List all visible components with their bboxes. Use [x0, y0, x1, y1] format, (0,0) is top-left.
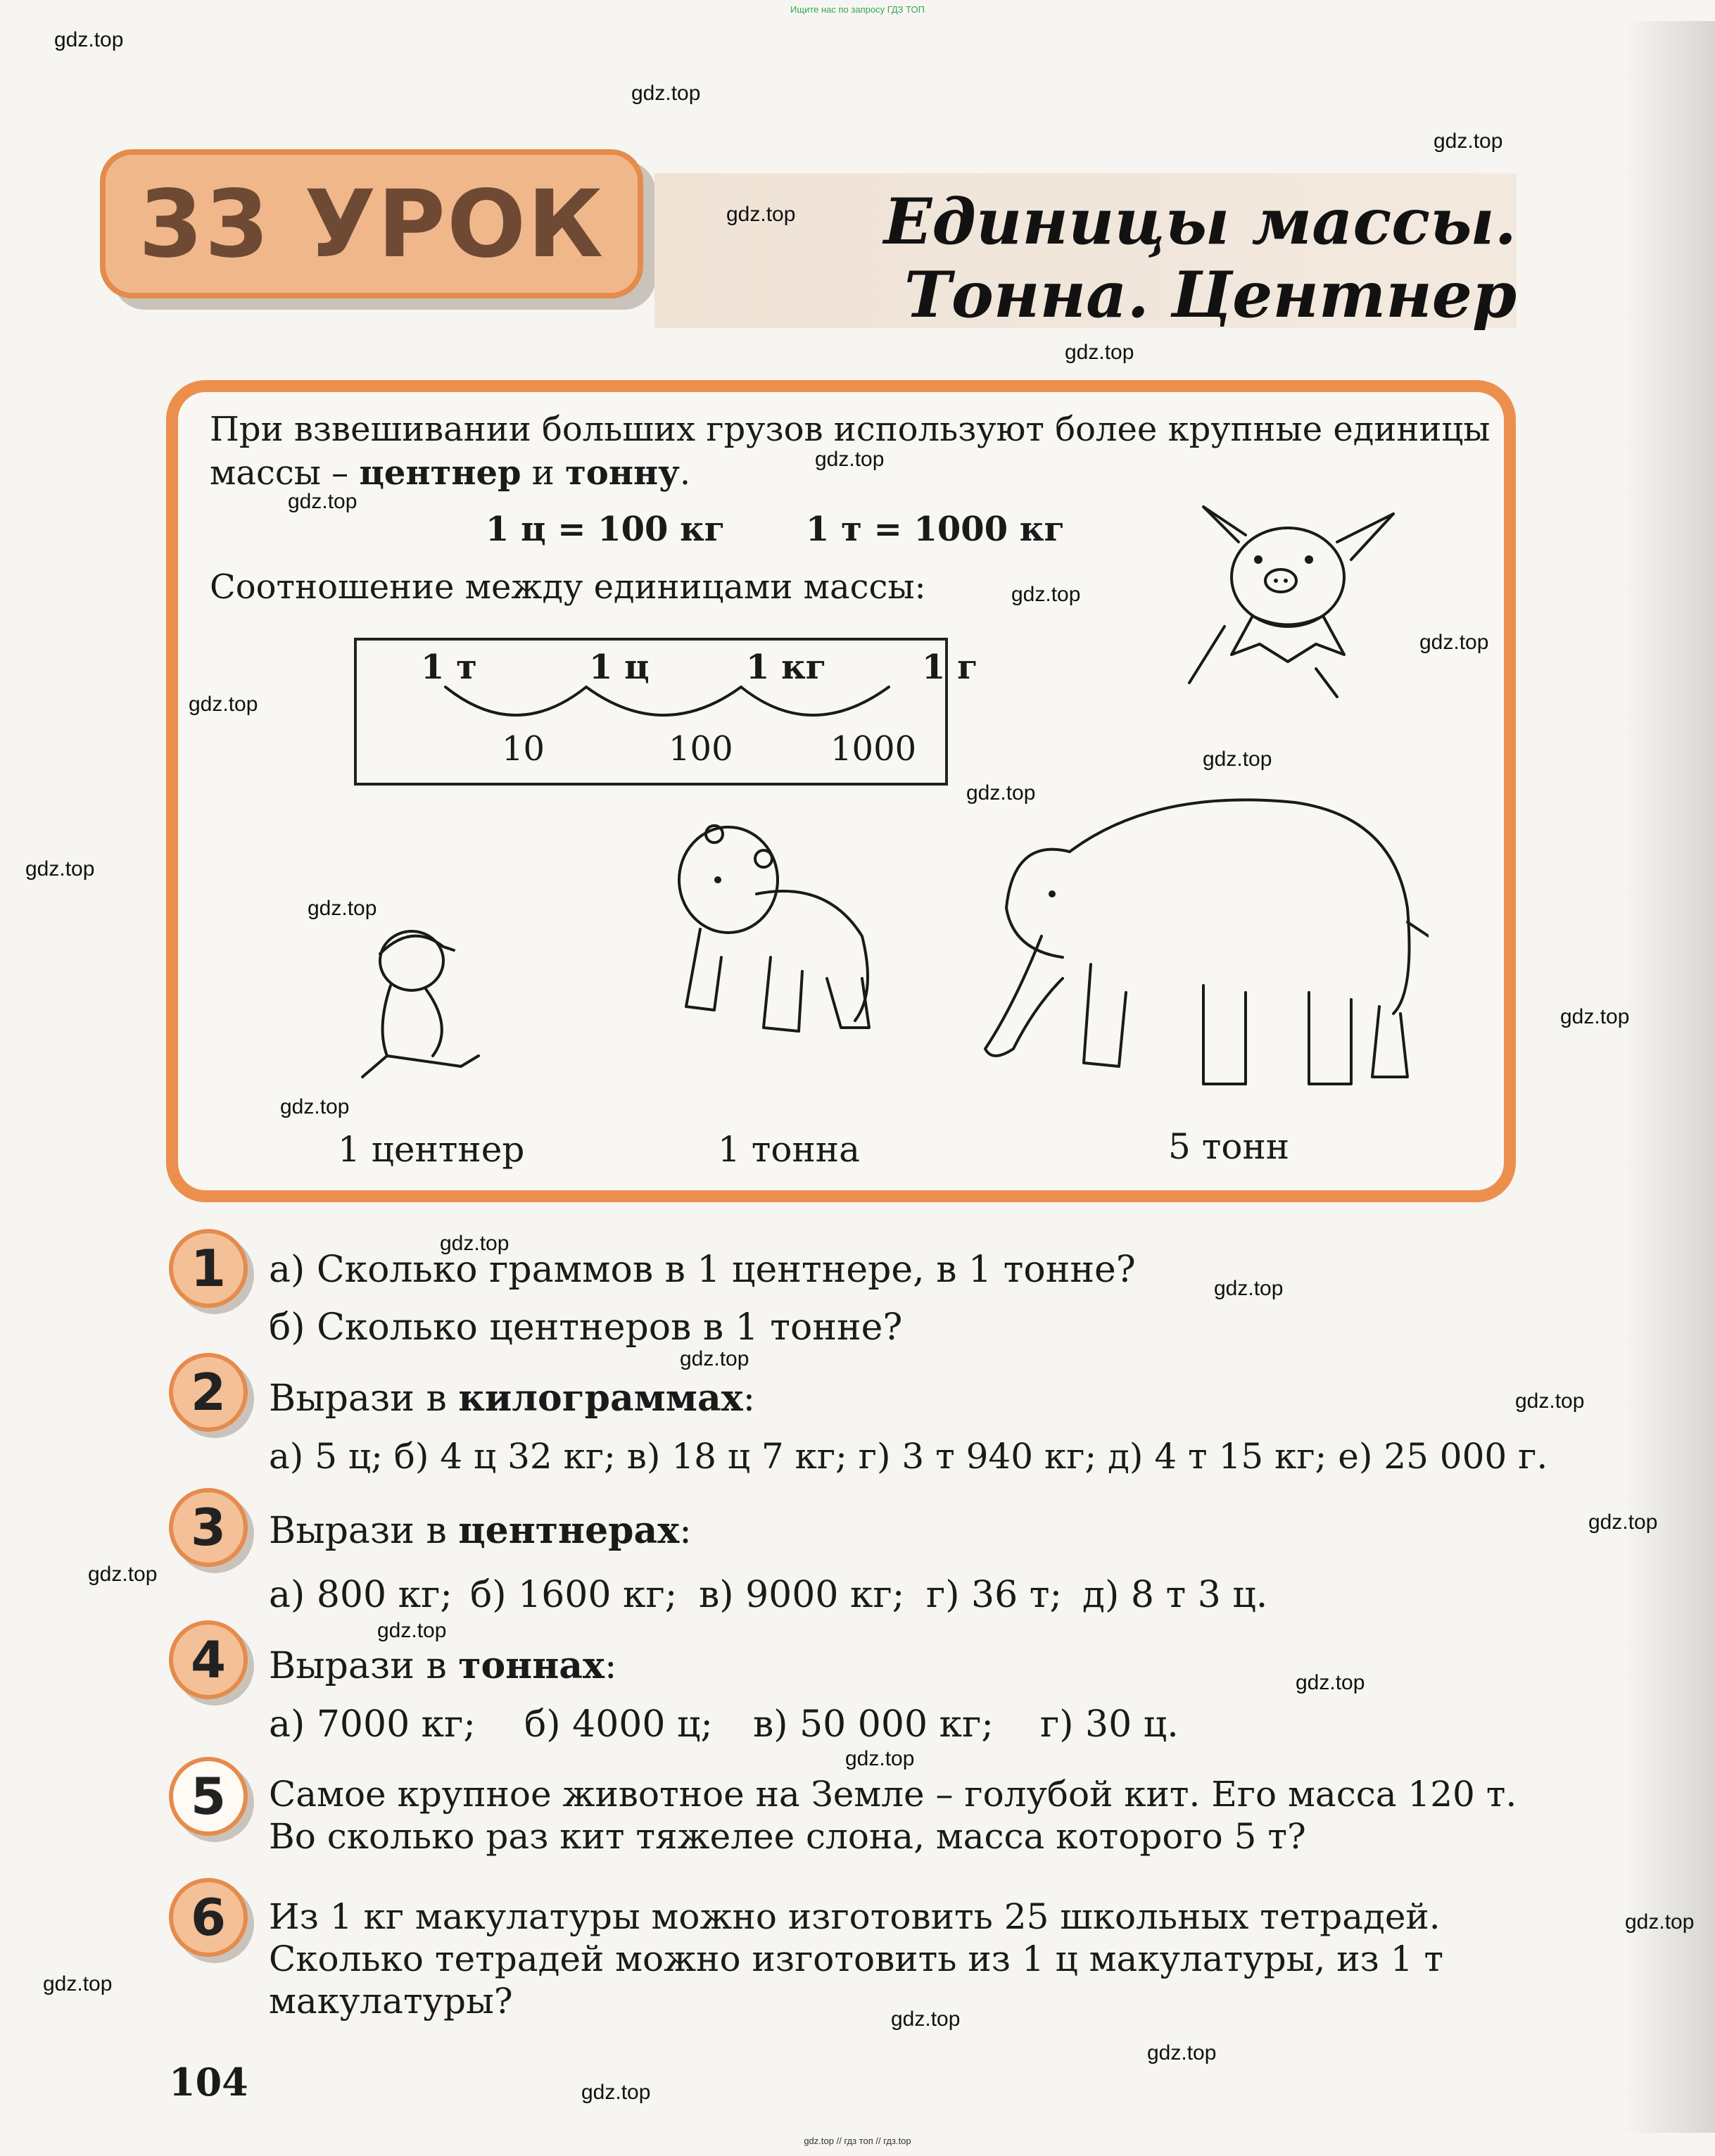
exercise-4-item-c: в) 50 000 кг;	[753, 1703, 994, 1746]
exercise-4-item-a: а) 7000 кг;	[269, 1703, 476, 1746]
scheme-factor-10: 10	[502, 729, 545, 769]
exercise-3-item-d: г) 36 т;	[926, 1574, 1063, 1616]
exercise-6-line-3: макулатуры?	[269, 1981, 513, 2022]
hippo-illustration	[651, 817, 918, 1070]
exercise-5-line-1: Самое крупное животное на Земле – голубой кит. Его масса 120 т.	[269, 1774, 1517, 1815]
watermark: gdz.top	[845, 1747, 915, 1770]
exercise-3-item-c: в) 9000 кг;	[699, 1574, 905, 1616]
term-tonne: тонну	[565, 453, 680, 493]
watermark: gdz.top	[280, 1095, 350, 1118]
watermark: gdz.top	[631, 82, 701, 105]
theory-intro-line1: При взвешивании больших грузов используют более крупные единицы	[210, 410, 1491, 449]
scheme-unit-t: 1 т	[421, 648, 477, 687]
formula-centner: 1 ц = 100 кг	[486, 510, 726, 549]
caption-five-tonnes: 5 тонн	[1168, 1126, 1290, 1167]
watermark: gdz.top	[43, 1972, 113, 1996]
lesson-title-line2: Тонна. Центнер	[904, 258, 1517, 332]
watermark: gdz.top	[377, 1619, 447, 1642]
pig-illustration	[1175, 493, 1429, 704]
watermark: gdz.top	[1296, 1671, 1365, 1694]
elephant-illustration	[971, 781, 1429, 1119]
exercise-3-item-a: а) 800 кг;	[269, 1574, 453, 1616]
watermark: gdz.top	[1625, 1910, 1695, 1934]
formula-tonne: 1 т = 1000 кг	[806, 510, 1065, 549]
watermark: gdz.top	[54, 28, 124, 51]
scheme-unit-c: 1 ц	[589, 648, 650, 687]
exercise-5-line-2: Во сколько раз кит тяжелее слона, масса которого 5 т?	[269, 1816, 1306, 1857]
watermark: gdz.top	[680, 1347, 749, 1370]
term-centner: центнер	[359, 453, 521, 493]
lesson-badge	[100, 149, 643, 298]
lesson-badge-label: 33 УРОК	[138, 170, 605, 279]
watermark: gdz.top	[815, 448, 885, 471]
exercise-2-items: а) 5 ц; б) 4 ц 32 кг; в) 18 ц 7 кг; г) 3 т 940 кг; д) 4 т 15 кг; е) 25 000 г.	[269, 1436, 1548, 1477]
watermark: gdz.top	[1560, 1005, 1630, 1028]
bottom-note: gdz.top // гдз топ // гдз.top	[804, 2136, 911, 2146]
exercise-6-number: 6	[169, 1878, 248, 1957]
exercise-2-number: 2	[169, 1353, 248, 1432]
watermark: gdz.top	[25, 857, 95, 881]
watermark: gdz.top	[288, 490, 357, 513]
exercise-4-item-b: б) 4000 ц;	[524, 1703, 713, 1746]
watermark: gdz.top	[966, 781, 1036, 805]
exercise-4-number: 4	[169, 1620, 248, 1699]
watermark: gdz.top	[189, 693, 258, 716]
watermark: gdz.top	[1011, 583, 1081, 606]
watermark: gdz.top	[1434, 130, 1503, 153]
watermark: gdz.top	[1588, 1511, 1658, 1534]
watermark: gdz.top	[891, 2007, 961, 2031]
arc-c-kg	[586, 687, 741, 715]
exercise-1-number: 1	[169, 1229, 248, 1308]
exercise-4-item-d: г) 30 ц.	[1040, 1703, 1179, 1746]
watermark: gdz.top	[1515, 1389, 1585, 1413]
page-edge-shadow	[1624, 21, 1715, 2133]
exercise-6-line-1: Из 1 кг макулатуры можно изготовить 25 школьных тетрадей.	[269, 1896, 1441, 1937]
watermark: gdz.top	[1203, 748, 1272, 771]
top-note: Ищите нас по запросу ГДЗ ТОП	[790, 4, 925, 15]
page-number: 104	[169, 2060, 248, 2105]
watermark: gdz.top	[440, 1232, 510, 1255]
exercise-1-line-a: а) Сколько граммов в 1 центнере, в 1 тонне?	[269, 1249, 1136, 1291]
scheme-unit-kg: 1 кг	[746, 648, 827, 687]
exercise-3-number: 3	[169, 1488, 248, 1567]
watermark: gdz.top	[1147, 2041, 1217, 2064]
scheme-factor-100: 100	[669, 729, 733, 769]
watermark: gdz.top	[1214, 1277, 1284, 1300]
watermark: gdz.top	[1065, 341, 1134, 364]
exercise-1-line-b: б) Сколько центнеров в 1 тонне?	[269, 1306, 903, 1349]
theory-intro-line2: массы – центнер и тонну.	[210, 453, 691, 493]
boy-illustration	[320, 915, 503, 1091]
arc-kg-g	[741, 687, 889, 715]
relation-label: Соотношение между единицами массы:	[210, 567, 926, 607]
watermark: gdz.top	[88, 1563, 158, 1586]
exercise-6-line-2: Сколько тетрадей можно изготовить из 1 ц макулатуры, из 1 т	[269, 1938, 1444, 1979]
watermark: gdz.top	[1419, 631, 1489, 654]
exercise-5-number: 5	[169, 1757, 248, 1836]
watermark: gdz.top	[726, 203, 796, 226]
exercise-3-task: Вырази в центнерах:	[269, 1509, 692, 1552]
scheme-unit-g: 1 г	[922, 648, 978, 687]
watermark: gdz.top	[581, 2081, 651, 2104]
arc-t-c	[445, 687, 586, 715]
watermark: gdz.top	[308, 897, 377, 920]
exercise-3-item-e: д) 8 т 3 ц.	[1082, 1574, 1268, 1616]
caption-centner: 1 центнер	[338, 1129, 525, 1170]
lesson-title-line1: Единицы массы.	[883, 184, 1517, 259]
caption-tonne: 1 тонна	[718, 1129, 860, 1170]
exercise-3-item-b: б) 1600 кг;	[470, 1574, 678, 1616]
exercise-4-task: Вырази в тоннах:	[269, 1644, 617, 1687]
exercise-2-task: Вырази в килограммах:	[269, 1377, 756, 1420]
scheme-factor-1000: 1000	[830, 729, 917, 769]
